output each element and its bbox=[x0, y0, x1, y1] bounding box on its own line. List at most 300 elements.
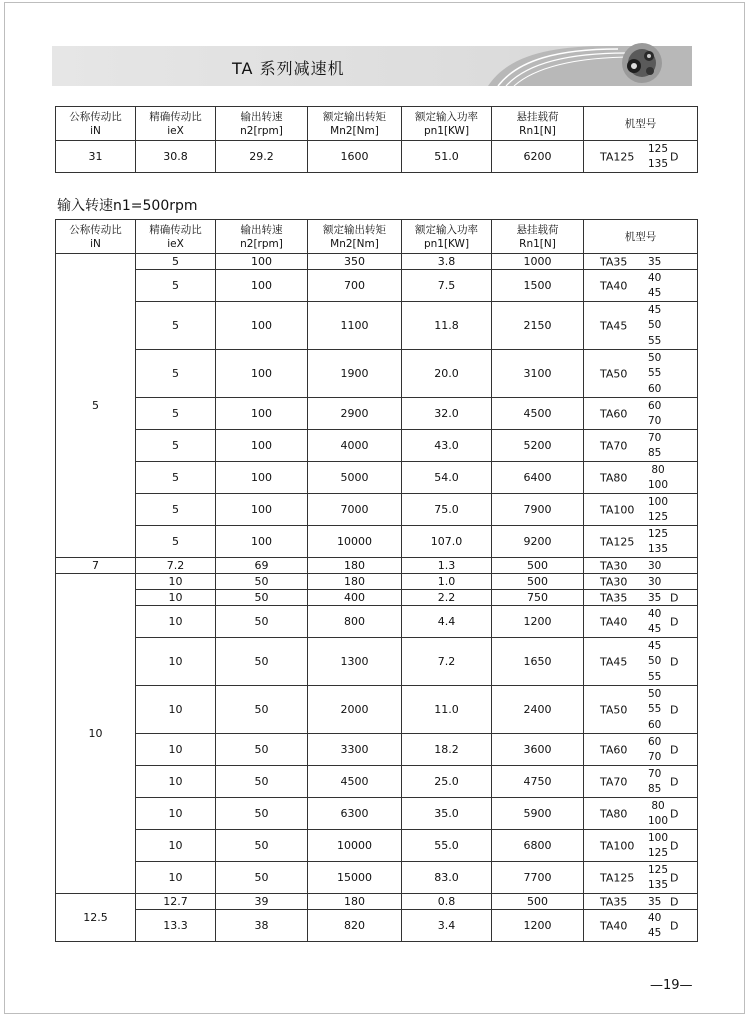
model-size: 80 bbox=[651, 463, 665, 476]
model-name: TA35 bbox=[600, 591, 628, 604]
model-name: TA80 bbox=[600, 471, 628, 484]
model-cell bbox=[584, 430, 698, 462]
model-size: 30 bbox=[648, 575, 662, 588]
model-cell bbox=[584, 910, 698, 942]
table-row bbox=[56, 910, 698, 942]
rated-power-cell: 1.3 bbox=[402, 558, 492, 574]
radial-load-cell: 6400 bbox=[492, 462, 584, 494]
radial-load-cell: 3100 bbox=[492, 350, 584, 398]
model-size: 60 bbox=[648, 383, 662, 396]
header-rated-torque bbox=[308, 220, 402, 254]
rated-torque-cell: 4500 bbox=[308, 766, 402, 798]
model-sizes bbox=[648, 910, 661, 941]
model-name: TA100 bbox=[600, 839, 635, 852]
table-row bbox=[56, 894, 698, 910]
model-cell bbox=[584, 350, 698, 398]
model-size: 70 bbox=[648, 767, 662, 780]
header-unit: ieX bbox=[167, 124, 184, 137]
ratio-table-500rpm bbox=[55, 219, 698, 942]
model-size: 125 bbox=[648, 511, 669, 524]
model-size: 70 bbox=[648, 431, 662, 444]
model-cell bbox=[584, 686, 698, 734]
rated-torque-cell: 4000 bbox=[308, 430, 402, 462]
header-unit: iN bbox=[90, 124, 101, 137]
model-size: 100 bbox=[648, 479, 669, 492]
model-name: TA70 bbox=[600, 775, 628, 788]
model-size: 100 bbox=[648, 815, 669, 828]
header-unit: Rn1[N] bbox=[519, 124, 556, 137]
rated-power-cell: 75.0 bbox=[402, 494, 492, 526]
model-size: 50 bbox=[648, 351, 662, 364]
model-variant-d: D bbox=[670, 655, 679, 668]
rated-torque-cell: 15000 bbox=[308, 862, 402, 894]
header-radial-load bbox=[492, 107, 584, 141]
model-sizes bbox=[648, 141, 668, 172]
radial-load-cell: 7700 bbox=[492, 862, 584, 894]
header-unit: n2[rpm] bbox=[240, 124, 283, 137]
exact-ratio-cell: 10 bbox=[136, 606, 216, 638]
model-name: TA50 bbox=[600, 703, 628, 716]
radial-load-cell: 1200 bbox=[492, 606, 584, 638]
model-cell bbox=[584, 526, 698, 558]
model-size: 60 bbox=[648, 399, 662, 412]
header-label: 输出转速 bbox=[240, 223, 283, 236]
model-size: 45 bbox=[648, 639, 662, 652]
model-cell bbox=[584, 638, 698, 686]
model-size: 100 bbox=[648, 495, 669, 508]
exact-ratio-cell: 30.8 bbox=[136, 141, 216, 173]
model-variant-d: D bbox=[670, 807, 679, 820]
model-cell bbox=[584, 606, 698, 638]
model-name: TA50 bbox=[600, 367, 628, 380]
model-cell bbox=[584, 462, 698, 494]
output-speed-cell: 100 bbox=[216, 398, 308, 430]
header-label: 额定输出转矩 bbox=[323, 110, 386, 123]
exact-ratio-cell: 5 bbox=[136, 462, 216, 494]
model-cell bbox=[584, 494, 698, 526]
model-sizes bbox=[648, 398, 661, 429]
exact-ratio-cell: 10 bbox=[136, 766, 216, 798]
model-name: TA100 bbox=[600, 503, 635, 516]
header-nominal-ratio bbox=[56, 107, 136, 141]
table-row bbox=[56, 638, 698, 686]
model-sizes bbox=[648, 590, 661, 605]
model-sizes bbox=[648, 830, 668, 861]
section-title: 输入转速n1=500rpm bbox=[57, 198, 198, 214]
rated-torque-cell: 3300 bbox=[308, 734, 402, 766]
output-speed-cell: 100 bbox=[216, 302, 308, 350]
radial-load-cell: 3600 bbox=[492, 734, 584, 766]
model-sizes bbox=[648, 270, 661, 301]
table-row bbox=[56, 141, 698, 173]
model-size: 125 bbox=[648, 863, 669, 876]
model-variant-d: D bbox=[670, 703, 679, 716]
radial-load-cell: 500 bbox=[492, 574, 584, 590]
rated-torque-cell: 10000 bbox=[308, 830, 402, 862]
rated-power-cell: 11.0 bbox=[402, 686, 492, 734]
header-row bbox=[56, 220, 698, 254]
header-rated-power bbox=[402, 107, 492, 141]
rated-torque-cell: 1900 bbox=[308, 350, 402, 398]
model-name: TA40 bbox=[600, 279, 628, 292]
output-speed-cell: 100 bbox=[216, 462, 308, 494]
model-size: 125 bbox=[648, 142, 669, 155]
model-name: TA70 bbox=[600, 439, 628, 452]
table-row bbox=[56, 462, 698, 494]
table-row bbox=[56, 350, 698, 398]
model-size: 55 bbox=[648, 703, 662, 716]
radial-load-cell: 6800 bbox=[492, 830, 584, 862]
rated-power-cell: 4.4 bbox=[402, 606, 492, 638]
header-label: 额定输入功率 bbox=[415, 110, 478, 123]
header-unit: n2[rpm] bbox=[240, 237, 283, 250]
model-cell bbox=[584, 270, 698, 302]
model-size: 100 bbox=[648, 831, 669, 844]
model-variant-d: D bbox=[670, 839, 679, 852]
radial-load-cell: 7900 bbox=[492, 494, 584, 526]
header-label: 额定输出转矩 bbox=[323, 223, 386, 236]
rated-power-cell: 83.0 bbox=[402, 862, 492, 894]
output-speed-cell: 50 bbox=[216, 862, 308, 894]
model-name: TA60 bbox=[600, 407, 628, 420]
model-cell bbox=[584, 830, 698, 862]
model-variant-d: D bbox=[670, 743, 679, 756]
radial-load-cell: 500 bbox=[492, 558, 584, 574]
model-sizes bbox=[648, 606, 661, 637]
output-speed-cell: 100 bbox=[216, 350, 308, 398]
model-variant-d: D bbox=[670, 150, 679, 163]
model-size: 55 bbox=[648, 367, 662, 380]
model-size: 35 bbox=[648, 895, 662, 908]
rated-power-cell: 43.0 bbox=[402, 430, 492, 462]
model-name: TA125 bbox=[600, 150, 635, 163]
output-speed-cell: 50 bbox=[216, 830, 308, 862]
table-row bbox=[56, 574, 698, 590]
model-size: 50 bbox=[648, 655, 662, 668]
rated-power-cell: 54.0 bbox=[402, 462, 492, 494]
table-row bbox=[56, 398, 698, 430]
table-row bbox=[56, 830, 698, 862]
header-exact-ratio bbox=[136, 220, 216, 254]
header-label: 输出转速 bbox=[240, 110, 283, 123]
rated-power-cell: 3.8 bbox=[402, 254, 492, 270]
model-variant-d: D bbox=[670, 871, 679, 884]
ratio-table-top bbox=[55, 106, 698, 173]
table-row bbox=[56, 798, 698, 830]
model-sizes bbox=[648, 494, 668, 525]
output-speed-cell: 50 bbox=[216, 606, 308, 638]
header-unit: ieX bbox=[167, 237, 184, 250]
nominal-ratio-cell: 5 bbox=[56, 254, 136, 558]
page-title: TA 系列减速机 bbox=[232, 59, 345, 78]
rated-torque-cell: 400 bbox=[308, 590, 402, 606]
rated-torque-cell: 7000 bbox=[308, 494, 402, 526]
radial-load-cell: 750 bbox=[492, 590, 584, 606]
table-row bbox=[56, 302, 698, 350]
header-label: 公称传动比 bbox=[69, 223, 122, 236]
model-size: 50 bbox=[648, 319, 662, 332]
output-speed-cell: 100 bbox=[216, 430, 308, 462]
rated-power-cell: 7.5 bbox=[402, 270, 492, 302]
output-speed-cell: 50 bbox=[216, 574, 308, 590]
model-name: TA125 bbox=[600, 535, 635, 548]
model-size: 60 bbox=[648, 735, 662, 748]
model-variant-d: D bbox=[670, 591, 679, 604]
model-size: 60 bbox=[648, 719, 662, 732]
header-label: 精确传动比 bbox=[149, 110, 202, 123]
header-model bbox=[584, 107, 698, 141]
rated-torque-cell: 6300 bbox=[308, 798, 402, 830]
model-name: TA35 bbox=[600, 895, 628, 908]
model-sizes bbox=[648, 430, 661, 461]
exact-ratio-cell: 5 bbox=[136, 430, 216, 462]
exact-ratio-cell: 10 bbox=[136, 574, 216, 590]
exact-ratio-cell: 5 bbox=[136, 398, 216, 430]
header-exact-ratio bbox=[136, 107, 216, 141]
exact-ratio-cell: 5 bbox=[136, 270, 216, 302]
radial-load-cell: 500 bbox=[492, 894, 584, 910]
output-speed-cell: 39 bbox=[216, 894, 308, 910]
model-sizes bbox=[648, 734, 661, 765]
rated-power-cell: 35.0 bbox=[402, 798, 492, 830]
rated-power-cell: 3.4 bbox=[402, 910, 492, 942]
header-label: 机型号 bbox=[624, 117, 657, 130]
rated-torque-cell: 2000 bbox=[308, 686, 402, 734]
table-row bbox=[56, 606, 698, 638]
model-sizes bbox=[648, 302, 661, 349]
gear-logo-icon bbox=[612, 40, 670, 86]
output-speed-cell: 100 bbox=[216, 526, 308, 558]
exact-ratio-cell: 10 bbox=[136, 590, 216, 606]
model-sizes bbox=[648, 558, 661, 573]
exact-ratio-cell: 10 bbox=[136, 686, 216, 734]
header-unit: Mn2[Nm] bbox=[330, 237, 379, 250]
model-size: 45 bbox=[648, 623, 662, 636]
model-cell bbox=[584, 574, 698, 590]
rated-torque-cell: 2900 bbox=[308, 398, 402, 430]
header-label: 机型号 bbox=[624, 230, 657, 243]
exact-ratio-cell: 5 bbox=[136, 302, 216, 350]
output-speed-cell: 50 bbox=[216, 638, 308, 686]
header-unit: Rn1[N] bbox=[519, 237, 556, 250]
model-size: 35 bbox=[648, 255, 662, 268]
rated-power-cell: 18.2 bbox=[402, 734, 492, 766]
model-cell bbox=[584, 894, 698, 910]
rated-power-cell: 20.0 bbox=[402, 350, 492, 398]
model-sizes bbox=[648, 638, 661, 685]
rated-power-cell: 32.0 bbox=[402, 398, 492, 430]
header-unit: pn1[KW] bbox=[423, 237, 470, 250]
model-size: 40 bbox=[648, 607, 662, 620]
header-model bbox=[584, 220, 698, 254]
exact-ratio-cell: 10 bbox=[136, 798, 216, 830]
model-name: TA45 bbox=[600, 655, 628, 668]
header-label: 悬挂载荷 bbox=[516, 110, 559, 123]
rated-torque-cell: 800 bbox=[308, 606, 402, 638]
header-label: 悬挂载荷 bbox=[516, 223, 559, 236]
radial-load-cell: 1000 bbox=[492, 254, 584, 270]
model-cell bbox=[584, 254, 698, 270]
radial-load-cell: 9200 bbox=[492, 526, 584, 558]
model-size: 135 bbox=[648, 879, 669, 892]
model-name: TA60 bbox=[600, 743, 628, 756]
model-name: TA125 bbox=[600, 871, 635, 884]
model-cell bbox=[584, 398, 698, 430]
model-size: 70 bbox=[648, 415, 662, 428]
model-size: 125 bbox=[648, 847, 669, 860]
exact-ratio-cell: 5 bbox=[136, 350, 216, 398]
rated-torque-cell: 180 bbox=[308, 574, 402, 590]
rated-torque-cell: 180 bbox=[308, 558, 402, 574]
model-name: TA45 bbox=[600, 319, 628, 332]
model-size: 45 bbox=[648, 287, 662, 300]
table-row bbox=[56, 734, 698, 766]
rated-power-cell: 0.8 bbox=[402, 894, 492, 910]
model-cell bbox=[584, 558, 698, 574]
nominal-ratio-cell: 10 bbox=[56, 574, 136, 894]
model-size: 50 bbox=[648, 687, 662, 700]
model-size: 85 bbox=[648, 783, 662, 796]
header-rated-torque bbox=[308, 107, 402, 141]
rated-torque-cell: 1100 bbox=[308, 302, 402, 350]
page-number: —19— bbox=[650, 978, 693, 993]
exact-ratio-cell: 13.3 bbox=[136, 910, 216, 942]
nominal-ratio-cell: 7 bbox=[56, 558, 136, 574]
nominal-ratio-cell: 12.5 bbox=[56, 894, 136, 942]
exact-ratio-cell: 10 bbox=[136, 638, 216, 686]
rated-power-cell: 7.2 bbox=[402, 638, 492, 686]
model-variant-d: D bbox=[670, 615, 679, 628]
model-sizes bbox=[648, 894, 661, 909]
table-row bbox=[56, 254, 698, 270]
radial-load-cell: 5900 bbox=[492, 798, 584, 830]
rated-torque-cell: 1600 bbox=[308, 141, 402, 173]
table-row bbox=[56, 526, 698, 558]
table-row bbox=[56, 430, 698, 462]
radial-load-cell: 4750 bbox=[492, 766, 584, 798]
model-size: 55 bbox=[648, 335, 662, 348]
model-sizes bbox=[648, 798, 668, 829]
radial-load-cell: 6200 bbox=[492, 141, 584, 173]
exact-ratio-cell: 10 bbox=[136, 734, 216, 766]
rated-power-cell: 55.0 bbox=[402, 830, 492, 862]
header-unit: pn1[KW] bbox=[423, 124, 470, 137]
rated-torque-cell: 180 bbox=[308, 894, 402, 910]
model-name: TA40 bbox=[600, 615, 628, 628]
rated-torque-cell: 5000 bbox=[308, 462, 402, 494]
model-name: TA35 bbox=[600, 255, 628, 268]
radial-load-cell: 2150 bbox=[492, 302, 584, 350]
radial-load-cell: 1200 bbox=[492, 910, 584, 942]
table-row bbox=[56, 590, 698, 606]
header-rated-power bbox=[402, 220, 492, 254]
output-speed-cell: 38 bbox=[216, 910, 308, 942]
table-row bbox=[56, 862, 698, 894]
header-radial-load bbox=[492, 220, 584, 254]
model-sizes bbox=[648, 574, 661, 589]
exact-ratio-cell: 10 bbox=[136, 830, 216, 862]
output-speed-cell: 100 bbox=[216, 254, 308, 270]
exact-ratio-cell: 5 bbox=[136, 526, 216, 558]
output-speed-cell: 69 bbox=[216, 558, 308, 574]
model-name: TA80 bbox=[600, 807, 628, 820]
table-row bbox=[56, 558, 698, 574]
rated-torque-cell: 10000 bbox=[308, 526, 402, 558]
model-size: 30 bbox=[648, 559, 662, 572]
model-sizes bbox=[648, 462, 668, 493]
model-name: TA30 bbox=[600, 575, 628, 588]
model-cell bbox=[584, 862, 698, 894]
rated-torque-cell: 700 bbox=[308, 270, 402, 302]
rated-power-cell: 51.0 bbox=[402, 141, 492, 173]
exact-ratio-cell: 12.7 bbox=[136, 894, 216, 910]
rated-power-cell: 25.0 bbox=[402, 766, 492, 798]
header-label: 精确传动比 bbox=[149, 223, 202, 236]
table-row bbox=[56, 766, 698, 798]
exact-ratio-cell: 10 bbox=[136, 862, 216, 894]
model-size: 55 bbox=[648, 671, 662, 684]
model-size: 80 bbox=[651, 799, 665, 812]
model-sizes bbox=[648, 526, 668, 557]
model-size: 45 bbox=[648, 927, 662, 940]
model-cell bbox=[584, 141, 698, 173]
model-variant-d: D bbox=[670, 919, 679, 932]
output-speed-cell: 50 bbox=[216, 686, 308, 734]
header-row bbox=[56, 107, 698, 141]
model-sizes bbox=[648, 686, 661, 733]
output-speed-cell: 50 bbox=[216, 590, 308, 606]
model-name: TA40 bbox=[600, 919, 628, 932]
rated-power-cell: 2.2 bbox=[402, 590, 492, 606]
model-sizes bbox=[648, 254, 661, 269]
model-sizes bbox=[648, 350, 661, 397]
model-name: TA30 bbox=[600, 559, 628, 572]
output-speed-cell: 100 bbox=[216, 270, 308, 302]
rated-power-cell: 107.0 bbox=[402, 526, 492, 558]
rated-power-cell: 1.0 bbox=[402, 574, 492, 590]
header-nominal-ratio bbox=[56, 220, 136, 254]
radial-load-cell: 1500 bbox=[492, 270, 584, 302]
model-cell bbox=[584, 798, 698, 830]
radial-load-cell: 4500 bbox=[492, 398, 584, 430]
model-size: 135 bbox=[648, 158, 669, 171]
table-row bbox=[56, 494, 698, 526]
output-speed-cell: 50 bbox=[216, 766, 308, 798]
radial-load-cell: 5200 bbox=[492, 430, 584, 462]
nominal-ratio-cell: 31 bbox=[56, 141, 136, 173]
table-row bbox=[56, 270, 698, 302]
header-label: 额定输入功率 bbox=[415, 223, 478, 236]
header-unit: iN bbox=[90, 237, 101, 250]
model-size: 85 bbox=[648, 447, 662, 460]
model-cell bbox=[584, 302, 698, 350]
radial-load-cell: 1650 bbox=[492, 638, 584, 686]
model-variant-d: D bbox=[670, 775, 679, 788]
rated-torque-cell: 820 bbox=[308, 910, 402, 942]
rated-power-cell: 11.8 bbox=[402, 302, 492, 350]
output-speed-cell: 50 bbox=[216, 734, 308, 766]
model-size: 125 bbox=[648, 527, 669, 540]
table-row bbox=[56, 686, 698, 734]
output-speed-cell: 100 bbox=[216, 494, 308, 526]
model-cell bbox=[584, 734, 698, 766]
exact-ratio-cell: 5 bbox=[136, 494, 216, 526]
rated-torque-cell: 350 bbox=[308, 254, 402, 270]
model-cell bbox=[584, 590, 698, 606]
header-output-speed bbox=[216, 107, 308, 141]
model-cell bbox=[584, 766, 698, 798]
model-size: 40 bbox=[648, 271, 662, 284]
